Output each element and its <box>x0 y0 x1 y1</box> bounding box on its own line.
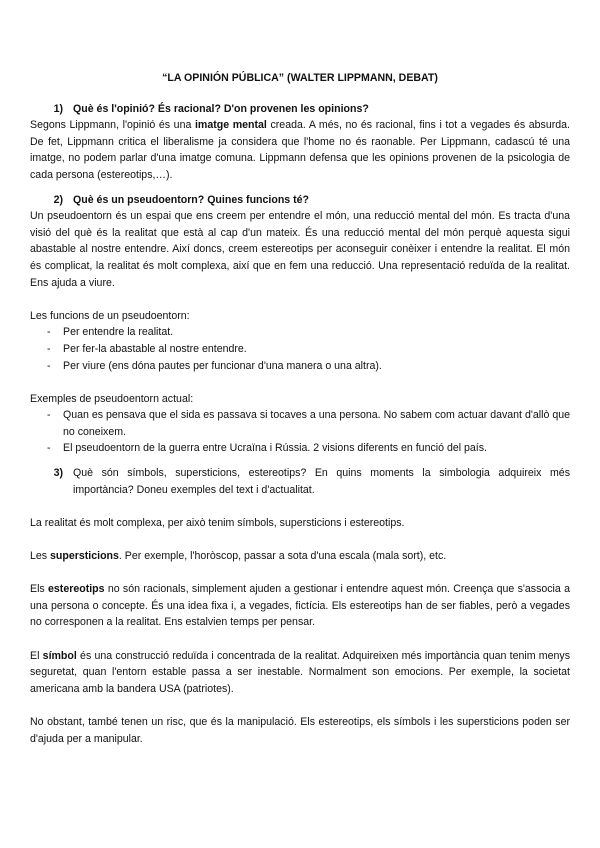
est-text-a: Els <box>30 583 49 596</box>
answer-1-bold: imatge mental <box>194 119 267 132</box>
simbol-paragraph <box>30 648 570 698</box>
q3-intro: La realitat és molt complexa, per això tenim símbols, supersticions i estereotips. <box>30 516 405 529</box>
supersticions-paragraph <box>30 548 570 565</box>
est-text-b: no són racionals, simplement ajuden a gestionar i entendre aquest món. Creença que s'associa a una persona o concepte. És una idea fixa i, a vegades, fictícia. Els estereotips han de ser fiables, però a vegades no corresponen a la realitat. Ens estalvien temps per pensar. <box>30 583 570 629</box>
est-bold: estereotips <box>48 583 105 596</box>
sim-text-a: El <box>30 649 43 662</box>
list-item-text: Quan es pensava que el sida es passava si tocaves a una persona. No sabem com actuar davant d'allò que no coneixem. <box>63 409 570 438</box>
examples-label: Exemples de pseudoentorn actual: <box>30 392 194 405</box>
sup-text-b: . Per exemple, l'horòscop, passar a sota d'una escala (mala sort), etc. <box>118 550 447 563</box>
closing-paragraph: No obstant, també tenen un risc, que és la manipulació. Els estereotips, els símbols i les supersticions poden ser d'ajuda per a manipular. <box>30 715 570 745</box>
sup-text-a: Les <box>30 550 51 563</box>
examples-list <box>30 407 570 457</box>
question-2-answer: Un pseudoentorn és un espai que ens creem per entendre el món, una reducció mental del món. Es tracta d'una visió del què és la realitat que està al cap d'un mateix. És una reducció mental del món perquè aquesta sigui abastable al nostre entendre. Així doncs, creem estereotips per aconseguir conèixer i entendre la realitat. El món és complicat, la realitat és molt complexa, així que en fem una reducció. Una representació reduïda de la realitat. Ens ajuda a viure. <box>30 210 570 289</box>
estereotips-paragraph <box>30 581 570 631</box>
list-item: - Per entendre la realitat. <box>47 324 570 341</box>
question-3-text: Què són símbols, supersticions, estereotips? En quins moments la simbologia adquireix més importància? Doneu exemples del text i d'actualitat. <box>73 467 570 496</box>
question-1-text: Què és l'opinió? És racional? D'on provenen les opinions? <box>73 102 369 115</box>
question-3-number: 3) <box>53 467 63 480</box>
answer-1-text-b: creada. A més, no és racional, fins i tot a vegades és absurda. De fet, Lippmann critica el liberalisme ja considera que l'home no és raonable. Per Lippmann, cadascú té una imatge, no podem parlar d'una imatge comuna. Lippmann defensa que les opinions provenen de la psicologia de cada persona (estereotips,…). <box>30 119 570 181</box>
functions-label: Les funcions de un pseudoentorn: <box>30 309 190 322</box>
question-2-text: Què és un pseudoentorn? Quines funcions té? <box>73 193 310 206</box>
sim-text-b: és una construcció reduïda i concentrada de la realitat. Adquireixen més importància quan tenim menys seguretat, quan l'entorn estable passa a ser inestable. Normalment son emocions. Per exemple, la societat americana amb la bandera USA (patriotes). <box>30 649 570 695</box>
list-item-text: Per fer-la abastable al nostre entendre. <box>63 342 247 355</box>
list-item: - Quan es pensava que el sida es passava si tocaves a una persona. No sabem com actuar davant d'allò que no coneixem. <box>47 407 570 440</box>
sim-bold: símbol <box>42 649 77 662</box>
list-item-text: Per entendre la realitat. <box>63 326 174 339</box>
question-1-answer <box>30 117 570 183</box>
list-item-text: El pseudoentorn de la guerra entre Ucraïna i Rússia. 2 visions diferents en funció del país. <box>63 442 487 455</box>
list-item-text: Per viure (ens dóna pautes per funcionar d'una manera o una altra). <box>63 359 382 372</box>
question-1-heading <box>30 101 570 118</box>
question-1-number: 1) <box>53 102 63 115</box>
question-3-heading <box>30 465 570 498</box>
answer-1-text-a: Segons Lippmann, l'opinió és una <box>30 119 195 132</box>
document-title: “LA OPINIÓN PÚBLICA” (WALTER LIPPMANN, DEBAT) <box>162 72 438 84</box>
list-item: - El pseudoentorn de la guerra entre Ucraïna i Rússia. 2 visions diferents en funció del país. <box>47 440 570 457</box>
sup-bold: supersticions <box>50 550 119 563</box>
question-2-number: 2) <box>53 193 63 206</box>
list-item: - Per viure (ens dóna pautes per funcionar d'una manera o una altra). <box>47 358 570 375</box>
list-item: - Per fer-la abastable al nostre entendre. <box>47 341 570 358</box>
functions-list <box>30 324 570 374</box>
question-2-heading <box>30 192 570 209</box>
